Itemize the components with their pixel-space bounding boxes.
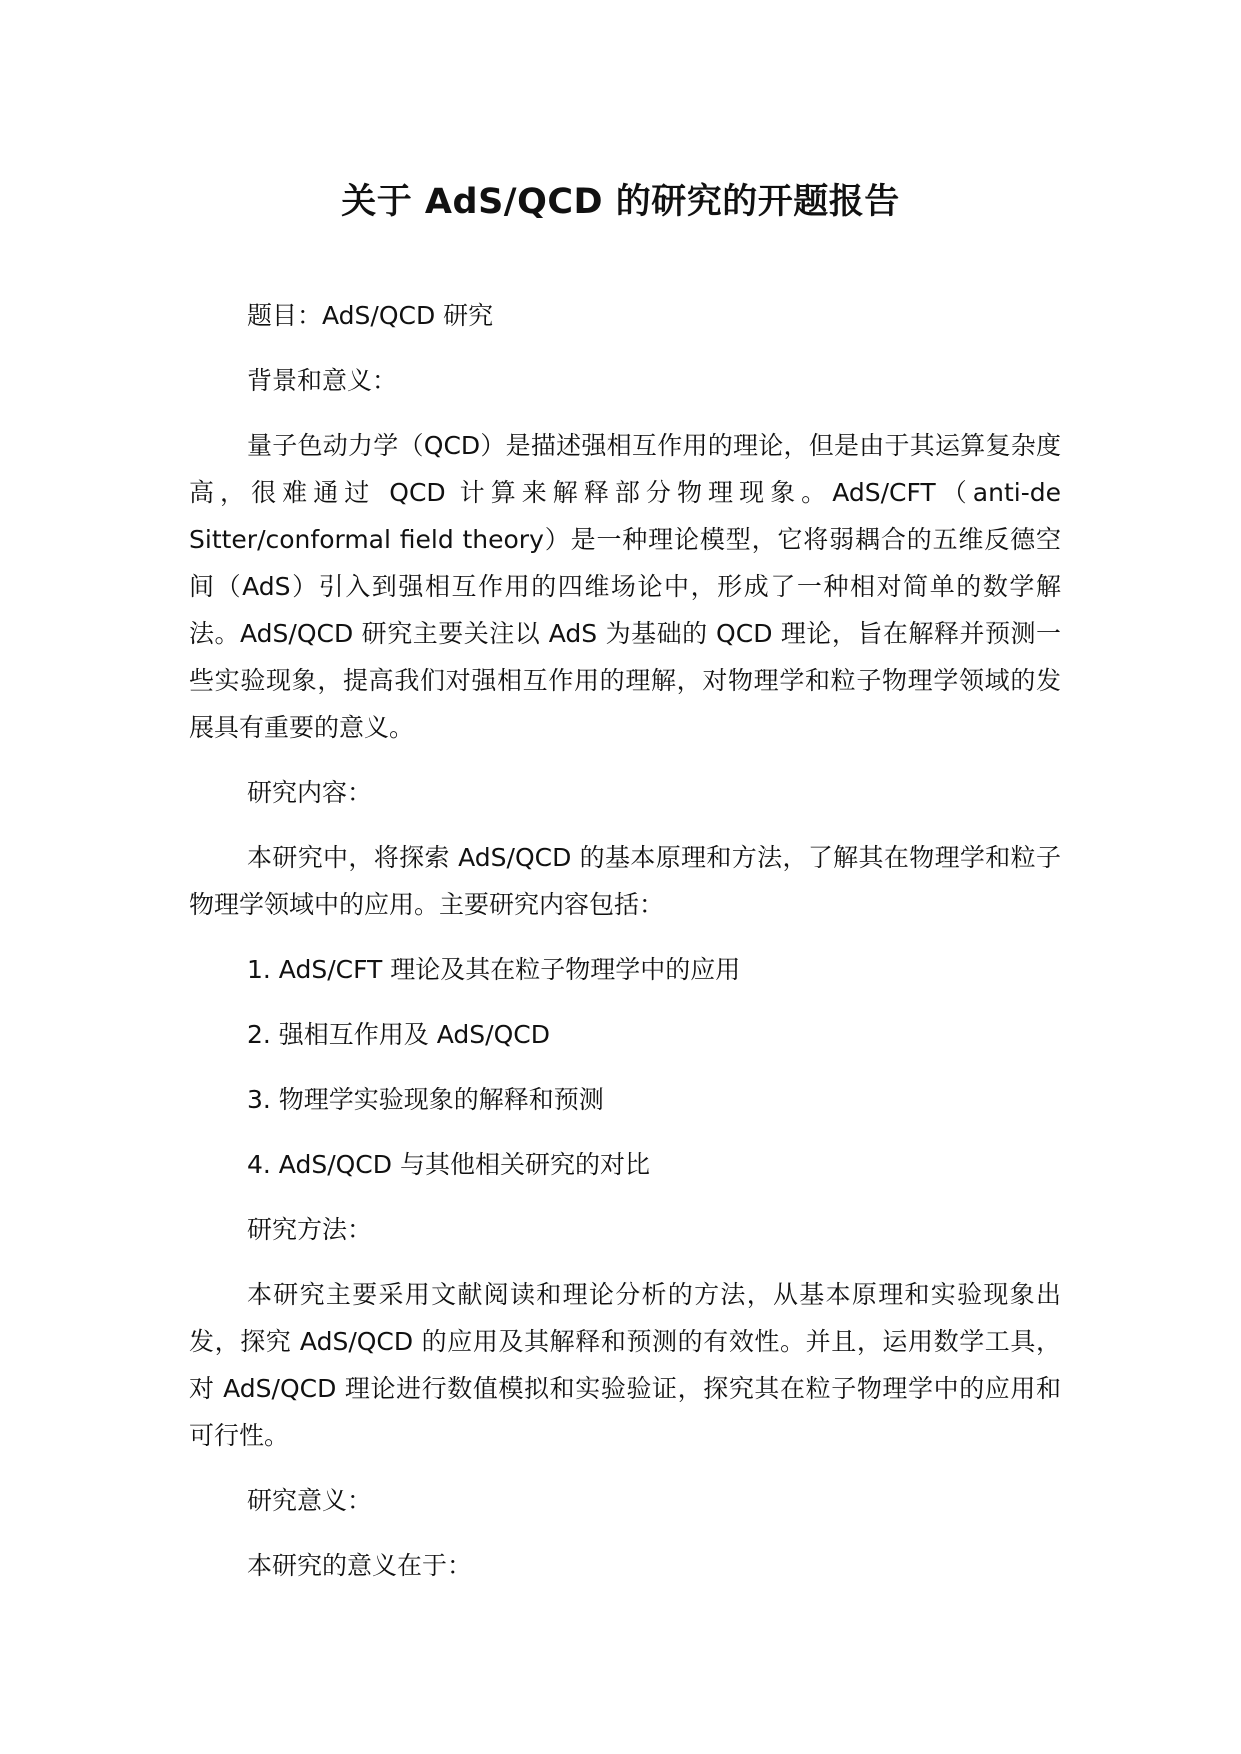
content-item: 1. AdS/CFT 理论及其在粒子物理学中的应用: [247, 955, 741, 984]
content-item: 2. 强相互作用及 AdS/QCD: [247, 1020, 550, 1049]
content-heading: 研究内容：: [247, 778, 373, 807]
significance-intro: 本研究的意义在于：: [247, 1551, 473, 1580]
method-heading: 研究方法：: [247, 1215, 373, 1244]
background-heading: 背景和意义：: [247, 366, 398, 395]
subject-line: 题目：AdS/QCD 研究: [247, 301, 494, 330]
document-title: 关于 AdS/QCD 的研究的开题报告: [341, 182, 900, 222]
background-paragraph: 量子色动力学（QCD）是描述强相互作用的理论，但是由于其运算复杂度高，很难通过 QCD 计算来解释部分物理现象。AdS/CFT（anti-de Sitter/conformal field theory）是一种理论模型，它将弱耦合的五维反德空间（AdS）引入到强相互作用的四维场论中，形成了一种相对简单的数学解法。AdS/QCD 研究主要关注以 AdS 为基础的 QCD 理论，旨在解释并预测一些实验现象，提高我们对强相互作用的理解，对物理学和粒子物理学领域的发展具有重要的意义。: [189, 431, 1061, 742]
significance-heading: 研究意义：: [247, 1486, 373, 1515]
method-paragraph: 本研究主要采用文献阅读和理论分析的方法，从基本原理和实验现象出发，探究 AdS/QCD 的应用及其解释和预测的有效性。并且，运用数学工具，对 AdS/QCD 理论进行数值模拟和实验验证，探究其在粒子物理学中的应用和可行性。: [189, 1280, 1061, 1450]
content-item: 4. AdS/QCD 与其他相关研究的对比: [247, 1150, 650, 1179]
document-body: [189, 292, 1061, 1607]
content-item: 3. 物理学实验现象的解释和预测: [247, 1085, 604, 1114]
content-paragraph: 本研究中，将探索 AdS/QCD 的基本原理和方法，了解其在物理学和粒子物理学领域中的应用。主要研究内容包括：: [189, 843, 1061, 919]
